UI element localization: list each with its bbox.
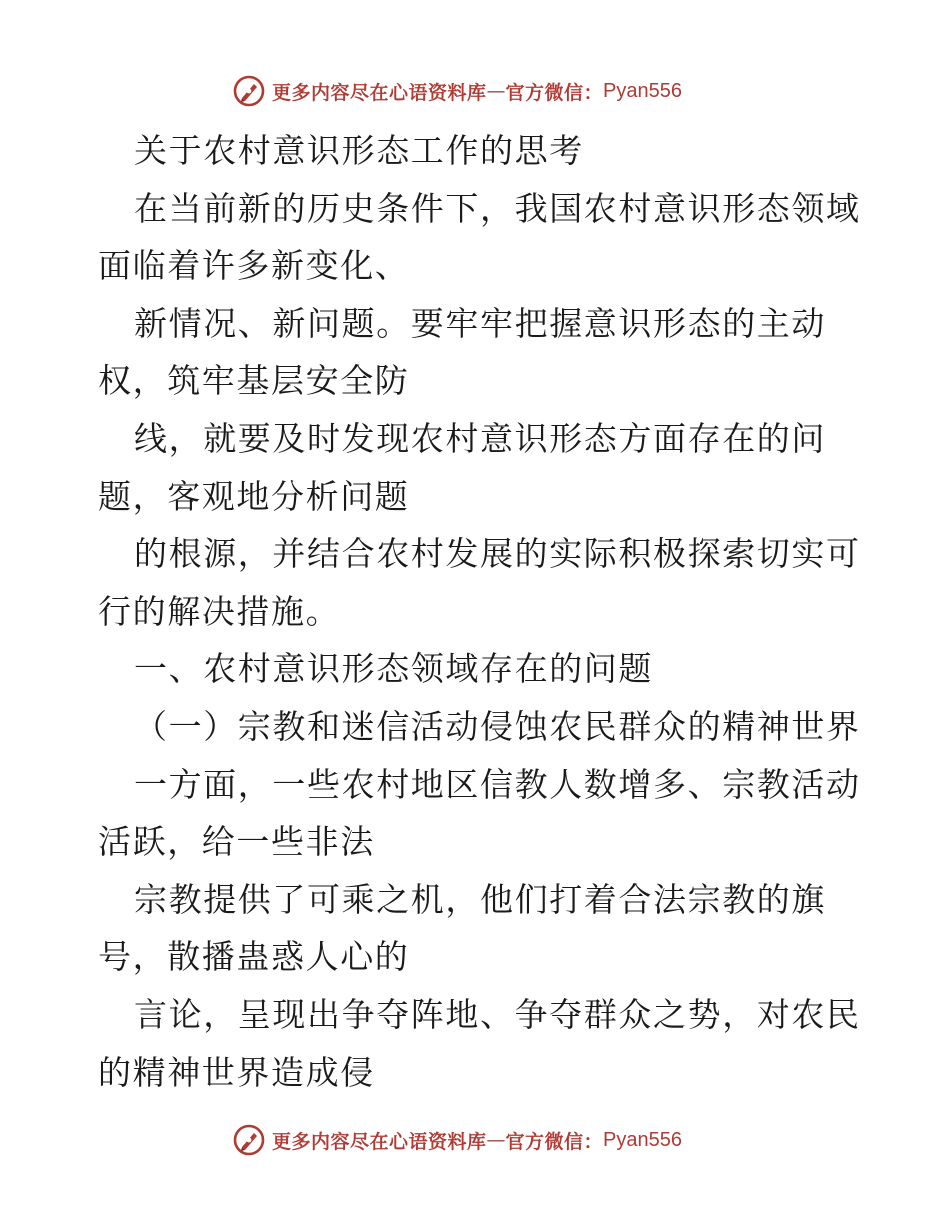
pen-logo-icon [232,1123,266,1157]
text-line: 的精神世界造成侵 [98,1052,375,1092]
text-line: 行的解决措施。 [98,591,341,631]
pen-logo-icon [232,74,266,108]
watermark-wechat-label: 官方微信： [505,81,604,104]
text-line: 的根源，并结合农村发展的实际积极探索切实可 [134,534,861,574]
watermark-separator: — [486,80,506,102]
watermark-wechat-id: Pyan556 [603,1128,682,1151]
document-body [98,122,861,1101]
text-line: 新情况、新问题。要牢牢把握意识形态的主动 [134,303,826,343]
text-line: 面临着许多新变化、 [98,246,410,286]
header-watermark [232,72,682,110]
text-line: 在当前新的历史条件下，我国农村意识形态领域 [134,188,861,228]
watermark-separator: — [486,1129,506,1151]
watermark-wechat-label: 官方微信： [505,1130,604,1153]
text-line: 一方面，一些农村地区信教人数增多、宗教活动 [134,764,861,804]
text-line: 权，筑牢基层安全防 [98,361,410,401]
document-title: 关于农村意识形态工作的思考 [134,131,584,170]
text-line: 活跃，给一些非法 [98,822,375,862]
text-line: 言论，呈现出争夺阵地、争夺群众之势，对农民 [134,994,861,1034]
footer-watermark [232,1121,682,1159]
text-line: 线，就要及时发现农村意识形态方面存在的问 [134,418,826,458]
text-line: 宗教提供了可乘之机，他们打着合法宗教的旗 [134,879,826,919]
text-line: （一）宗教和迷信活动侵蚀农民群众的精神世界 [134,706,861,746]
watermark-brand: 更多内容尽在心语资料库 [272,81,487,104]
watermark-brand: 更多内容尽在心语资料库 [272,1130,487,1153]
text-line: 题，客观地分析问题 [98,476,410,516]
watermark-wechat-id: Pyan556 [603,79,682,102]
text-line: 一、农村意识形态领域存在的问题 [134,649,653,689]
text-line: 号，散播蛊惑人心的 [98,937,410,977]
